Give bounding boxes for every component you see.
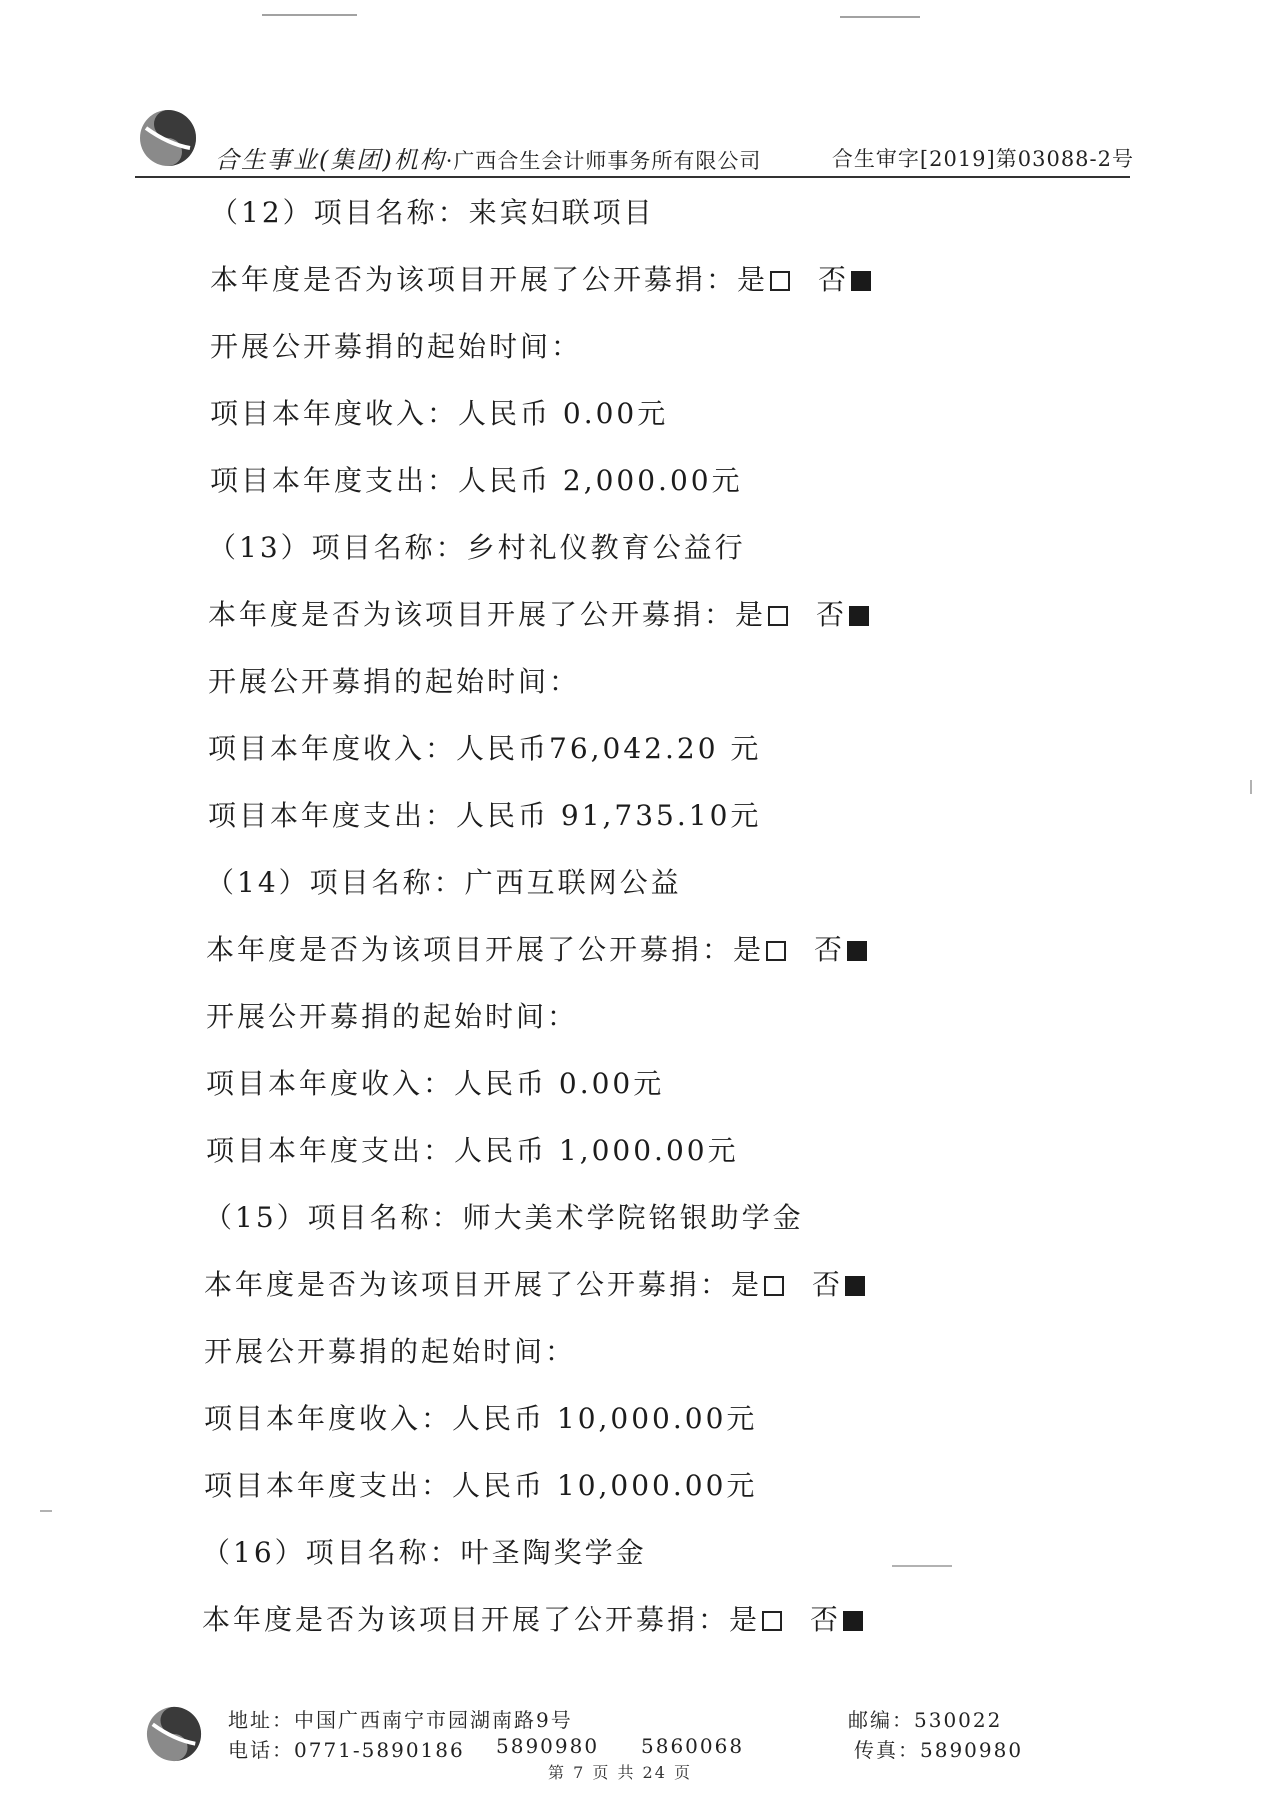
project-15-start-time: 开展公开募捐的起始时间： <box>204 1335 577 1368</box>
project-15-no-label: 否 <box>812 1268 844 1301</box>
project-14-title: （14）项目名称：广西互联网公益 <box>206 866 682 899</box>
project-14-question <box>206 933 867 967</box>
project-13-question <box>208 598 869 632</box>
project-15-question-text: 本年度是否为该项目开展了公开募捐：是 <box>204 1268 763 1301</box>
project-12-no-label: 否 <box>818 263 850 296</box>
project-14-start-time: 开展公开募捐的起始时间： <box>206 1000 579 1033</box>
project-12-yes-checkbox <box>770 271 790 291</box>
project-15-question <box>204 1268 865 1302</box>
project-12-expense: 项目本年度支出：人民币 2,000.00元 <box>210 464 743 497</box>
project-16-question-text: 本年度是否为该项目开展了公开募捐：是 <box>202 1603 761 1636</box>
project-13-yes-checkbox <box>768 606 788 626</box>
header-reference-number: 合生审字[2019]第03088-2号 <box>831 147 1134 171</box>
project-15-income: 项目本年度收入：人民币 10,000.00元 <box>204 1402 758 1435</box>
project-15-expense: 项目本年度支出：人民币 10,000.00元 <box>204 1469 758 1502</box>
project-16-no-checkbox <box>843 1611 863 1631</box>
scan-artifact <box>262 14 357 16</box>
header-firm-company: ·广西合生会计师事务所有限公司 <box>445 149 762 173</box>
project-13-start-time: 开展公开募捐的起始时间： <box>208 665 581 698</box>
footer-address: 地址：中国广西南宁市园湖南路9号 <box>228 1708 573 1732</box>
project-14-income: 项目本年度收入：人民币 0.00元 <box>206 1067 665 1100</box>
footer-page-number: 第 7 页 共 24 页 <box>548 1763 692 1782</box>
footer-logo-icon <box>145 1705 203 1763</box>
project-12-title: （12）项目名称：来宾妇联项目 <box>210 196 655 229</box>
project-14-yes-checkbox <box>766 941 786 961</box>
project-12-start-time: 开展公开募捐的起始时间： <box>210 330 583 363</box>
project-14-no-checkbox <box>847 941 867 961</box>
project-15-yes-checkbox <box>764 1276 784 1296</box>
header-divider <box>135 176 1130 178</box>
project-16-yes-checkbox <box>762 1611 782 1631</box>
project-13-expense: 项目本年度支出：人民币 91,735.10元 <box>208 799 762 832</box>
project-16-title: （16）项目名称：叶圣陶奖学金 <box>202 1536 647 1569</box>
footer-phone-3: 5860068 <box>641 1734 745 1758</box>
project-12-no-checkbox <box>851 271 871 291</box>
project-15-title: （15）项目名称：师大美术学院铭银助学金 <box>204 1201 804 1234</box>
project-16-no-label: 否 <box>810 1603 842 1636</box>
footer-postcode: 邮编：530022 <box>848 1708 1003 1732</box>
footer-phone-2: 5890980 <box>496 1734 600 1758</box>
project-14-expense: 项目本年度支出：人民币 1,000.00元 <box>206 1134 739 1167</box>
scan-artifact <box>40 1510 52 1512</box>
project-13-no-label: 否 <box>816 598 848 631</box>
project-12-question <box>210 263 871 297</box>
footer-phone: 电话：0771-5890186 <box>228 1738 465 1762</box>
project-15-no-checkbox <box>845 1276 865 1296</box>
project-13-no-checkbox <box>849 606 869 626</box>
project-12-question-text: 本年度是否为该项目开展了公开募捐：是 <box>210 263 769 296</box>
project-13-income: 项目本年度收入：人民币76,042.20 元 <box>208 732 762 765</box>
scan-artifact <box>1250 780 1252 794</box>
project-12-income: 项目本年度收入：人民币 0.00元 <box>210 397 669 430</box>
firm-logo-icon <box>138 108 198 168</box>
header-firm-name <box>215 140 761 175</box>
footer-fax: 传真：5890980 <box>854 1738 1024 1762</box>
scan-artifact <box>892 1565 952 1567</box>
project-14-question-text: 本年度是否为该项目开展了公开募捐：是 <box>206 933 765 966</box>
project-14-no-label: 否 <box>814 933 846 966</box>
project-13-question-text: 本年度是否为该项目开展了公开募捐：是 <box>208 598 767 631</box>
header-firm-script: 合生事业(集团)机构 <box>215 146 446 174</box>
scan-artifact <box>840 16 920 18</box>
project-13-title: （13）项目名称：乡村礼仪教育公益行 <box>208 531 746 564</box>
project-16-question <box>202 1603 863 1637</box>
